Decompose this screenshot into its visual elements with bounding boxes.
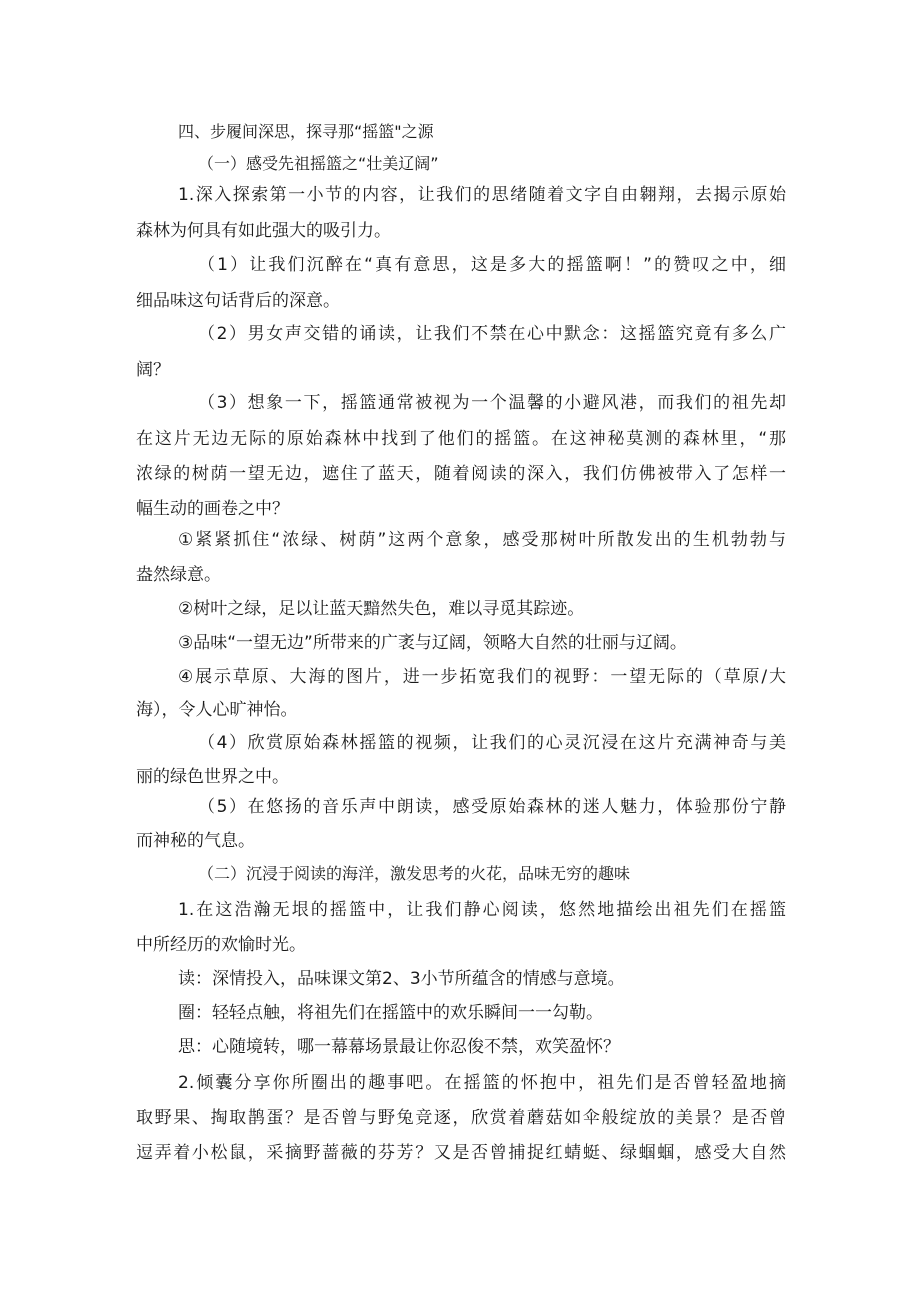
section-heading: 四、步履间深思，探寻那“摇篮"之源 [178, 122, 434, 141]
sub-4-line-1: （4）欣赏原始森林摇篮的视频，让我们的心灵沉浸在这片充满神奇与美 [198, 733, 786, 753]
sub-3-line-1: （3）想象一下，摇篮通常被视为一个温馨的小避风港，而我们的祖先却 [198, 393, 786, 413]
sub-1-line-2: 细品味这句话背后的深意。 [136, 291, 340, 311]
sub-2-line-1: （2）男女声交错的诵读，让我们不禁在心中默念：这摇篮究竟有多么广 [198, 324, 786, 344]
item-2-2-line-1: 2.倾囊分享你所圈出的趣事吧。在摇篮的怀抱中，祖先们是否曾轻盈地摘 [178, 1073, 786, 1093]
point-4-line-1: ④展示草原、大海的图片，进一步拓宽我们的视野：一望无际的（草原/大 [178, 667, 786, 687]
item-1-line-1: 1.深入探索第一小节的内容，让我们的思绪随着文字自由翱翔，去揭示原始 [178, 185, 786, 205]
item-1-line-2: 森林为何具有如此强大的吸引力。 [136, 221, 391, 241]
sub-3-line-4: 幅生动的画卷之中？ [136, 499, 289, 519]
think-instruction: 思：心随境转，哪一幕幕场景最让你忍俊不禁，欢笑盈怀？ [178, 1037, 620, 1057]
subsection-heading-2: （二）沉浸于阅读的海洋，激发思考的火花，品味无穷的趣味 [198, 864, 631, 883]
sub-3-line-2: 在这片无边无际的原始森林中找到了他们的摇篮。在这神秘莫测的森林里，“那 [136, 429, 786, 449]
item-2-2-line-2: 取野果、掏取鹊蛋？是否曾与野兔竞逐，欣赏着蘑菇如伞般绽放的美景？是否曾 [136, 1108, 786, 1128]
point-4-line-2: 海），令人心旷神怡。 [136, 700, 298, 720]
point-2: ②树叶之绿，足以让蓝天黯然失色，难以寻觅其踪迹。 [178, 599, 585, 619]
point-3: ③品味“一望无边”所带来的广袤与辽阔，领略大自然的壮丽与辽阔。 [178, 633, 687, 653]
point-1-line-2: 盎然绿意。 [136, 565, 221, 585]
point-1-line-1: ①紧紧抓住“浓绿、树荫”这两个意象，感受那树叶所散发出的生机勃勃与 [178, 530, 786, 550]
sub-4-line-2: 丽的绿色世界之中。 [136, 767, 289, 787]
subsection-heading-1: （一）感受先祖摇篮之“壮美辽阔” [198, 154, 439, 173]
sub-5-line-2: 而神秘的气息。 [136, 831, 255, 851]
item-2-1-line-1: 1.在这浩瀚无垠的摇篮中，让我们静心阅读，悠然地描绘出祖先们在摇篮 [178, 900, 786, 920]
sub-2-line-2: 阔？ [136, 360, 170, 380]
item-2-2-line-3: 逗弄着小松鼠，采摘野蔷薇的芬芳？又是否曾捕捉红蜻蜓、绿蝈蝈，感受大自然 [136, 1143, 786, 1163]
item-2-1-line-2: 中所经历的欢愉时光。 [136, 935, 306, 955]
sub-3-line-3: 浓绿的树荫一望无边，遮住了蓝天，随着阅读的深入，我们仿佛被带入了怎样一 [136, 464, 786, 484]
circle-instruction: 圈：轻轻点触，将祖先们在摇篮中的欢乐瞬间一一勾勒。 [178, 1003, 603, 1023]
sub-1-line-1: （1）让我们沉醉在“真有意思，这是多大的摇篮啊！”的赞叹之中，细 [198, 255, 786, 275]
read-instruction: 读：深情投入，品味课文第2、3小节所蕴含的情感与意境。 [178, 969, 625, 989]
sub-5-line-1: （5）在悠扬的音乐声中朗读，感受原始森林的迷人魅力，体验那份宁静 [198, 797, 786, 817]
